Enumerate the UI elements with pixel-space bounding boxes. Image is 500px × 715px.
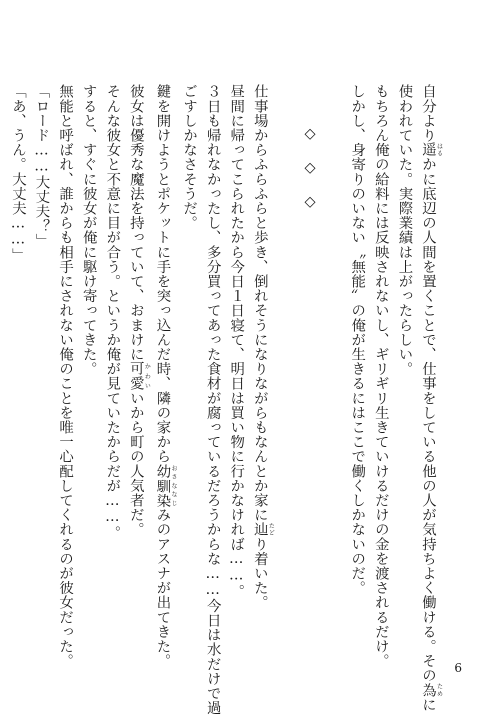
text-line xyxy=(247,84,274,632)
text-segment: り着いた。 xyxy=(251,536,268,610)
blank-line xyxy=(321,84,345,632)
text-segment: 無能と呼ばれ、誰からも相手にされない俺のことを唯一心配してくれるのが彼女だった。 xyxy=(57,84,74,668)
text-line xyxy=(415,84,443,712)
text-line xyxy=(29,84,53,632)
text-segment: すると、すぐに彼女が俺に駆け寄ってきた。 xyxy=(80,84,97,376)
text-line xyxy=(176,84,200,632)
ruby-word xyxy=(154,463,177,508)
ruby-word xyxy=(251,522,275,537)
text-segment: ◇◇◇ xyxy=(302,126,319,228)
blank-line xyxy=(274,84,298,632)
text-line xyxy=(100,84,124,632)
text-segment: しかし、身寄りのいない〝無能〟の俺が生きるにはここで働くしかないのだ。 xyxy=(349,84,366,595)
ruby-word xyxy=(420,142,443,158)
text-line xyxy=(224,84,248,632)
text-segment: 彼女は優秀な魔法を持っていて、おまけに xyxy=(127,84,144,362)
text-line xyxy=(76,84,100,632)
ruby-word xyxy=(420,682,443,698)
ruby-base: 為 xyxy=(420,682,436,698)
text-line xyxy=(53,84,77,668)
ruby-reading: ため xyxy=(435,682,443,698)
text-segment: 「あ、うん。大丈夫……」 xyxy=(9,84,26,263)
text-line xyxy=(150,84,177,669)
text-segment: 昼間に帰ってこられたから今日１日寝て、明日は買い物に行かなければ……。 xyxy=(228,84,245,599)
text-line xyxy=(368,84,392,668)
page-number: 6 xyxy=(454,661,462,675)
ruby-reading: かわい xyxy=(143,361,151,391)
ruby-base: 幼馴染 xyxy=(154,463,171,508)
ruby-reading: おさななじ xyxy=(169,463,177,508)
ruby-base: 可愛 xyxy=(127,361,144,391)
text-line xyxy=(123,84,150,632)
text-segment: 自分より xyxy=(420,84,436,143)
text-segment: ごすしかなさそうだ。 xyxy=(181,84,198,230)
text-segment: 仕事場からふらふらと歩き、倒れそうになりながらもなんとか家に xyxy=(251,84,268,522)
ruby-base: 辿 xyxy=(251,522,268,537)
text-segment: そんな彼女と不意に目が合う。というか俺が見ていたからだが……。 xyxy=(104,84,121,540)
ruby-reading: たど xyxy=(267,522,275,537)
text-line xyxy=(392,84,416,632)
text-segment: もちろん俺の給料には反映されないし、ギリギリ生きていけるだけの金を渡されるだけ。 xyxy=(372,84,389,668)
text-segment: 鍵を開けようとポケットに手を突っ込んだ時、隣の家から xyxy=(154,84,171,464)
text-line xyxy=(345,84,369,632)
text-line xyxy=(200,84,224,715)
text-segment: に xyxy=(420,697,436,712)
text-line xyxy=(5,84,29,632)
text-segment: みのアスナが出てきた。 xyxy=(154,507,171,669)
ruby-word xyxy=(127,361,151,391)
text-segment: かに底辺の人間を置くことで、仕事をしている他の人が気持ちよく働ける。その xyxy=(420,157,436,683)
text-segment: 使われていた。実際業績は上がったらしい。 xyxy=(396,84,413,376)
ruby-reading: はる xyxy=(435,142,443,157)
text-segment: 「ロード……大丈夫？」 xyxy=(33,84,50,248)
text-segment: いから町の人気者だ。 xyxy=(127,390,144,537)
scene-separator xyxy=(297,84,321,632)
text-segment: ３日も帰れなかったし、多分買ってあった食材が腐っているだろうからな……今日は水だけで過 xyxy=(204,84,221,715)
vertical-text-body xyxy=(5,84,443,715)
ruby-base: 遥 xyxy=(420,142,436,158)
